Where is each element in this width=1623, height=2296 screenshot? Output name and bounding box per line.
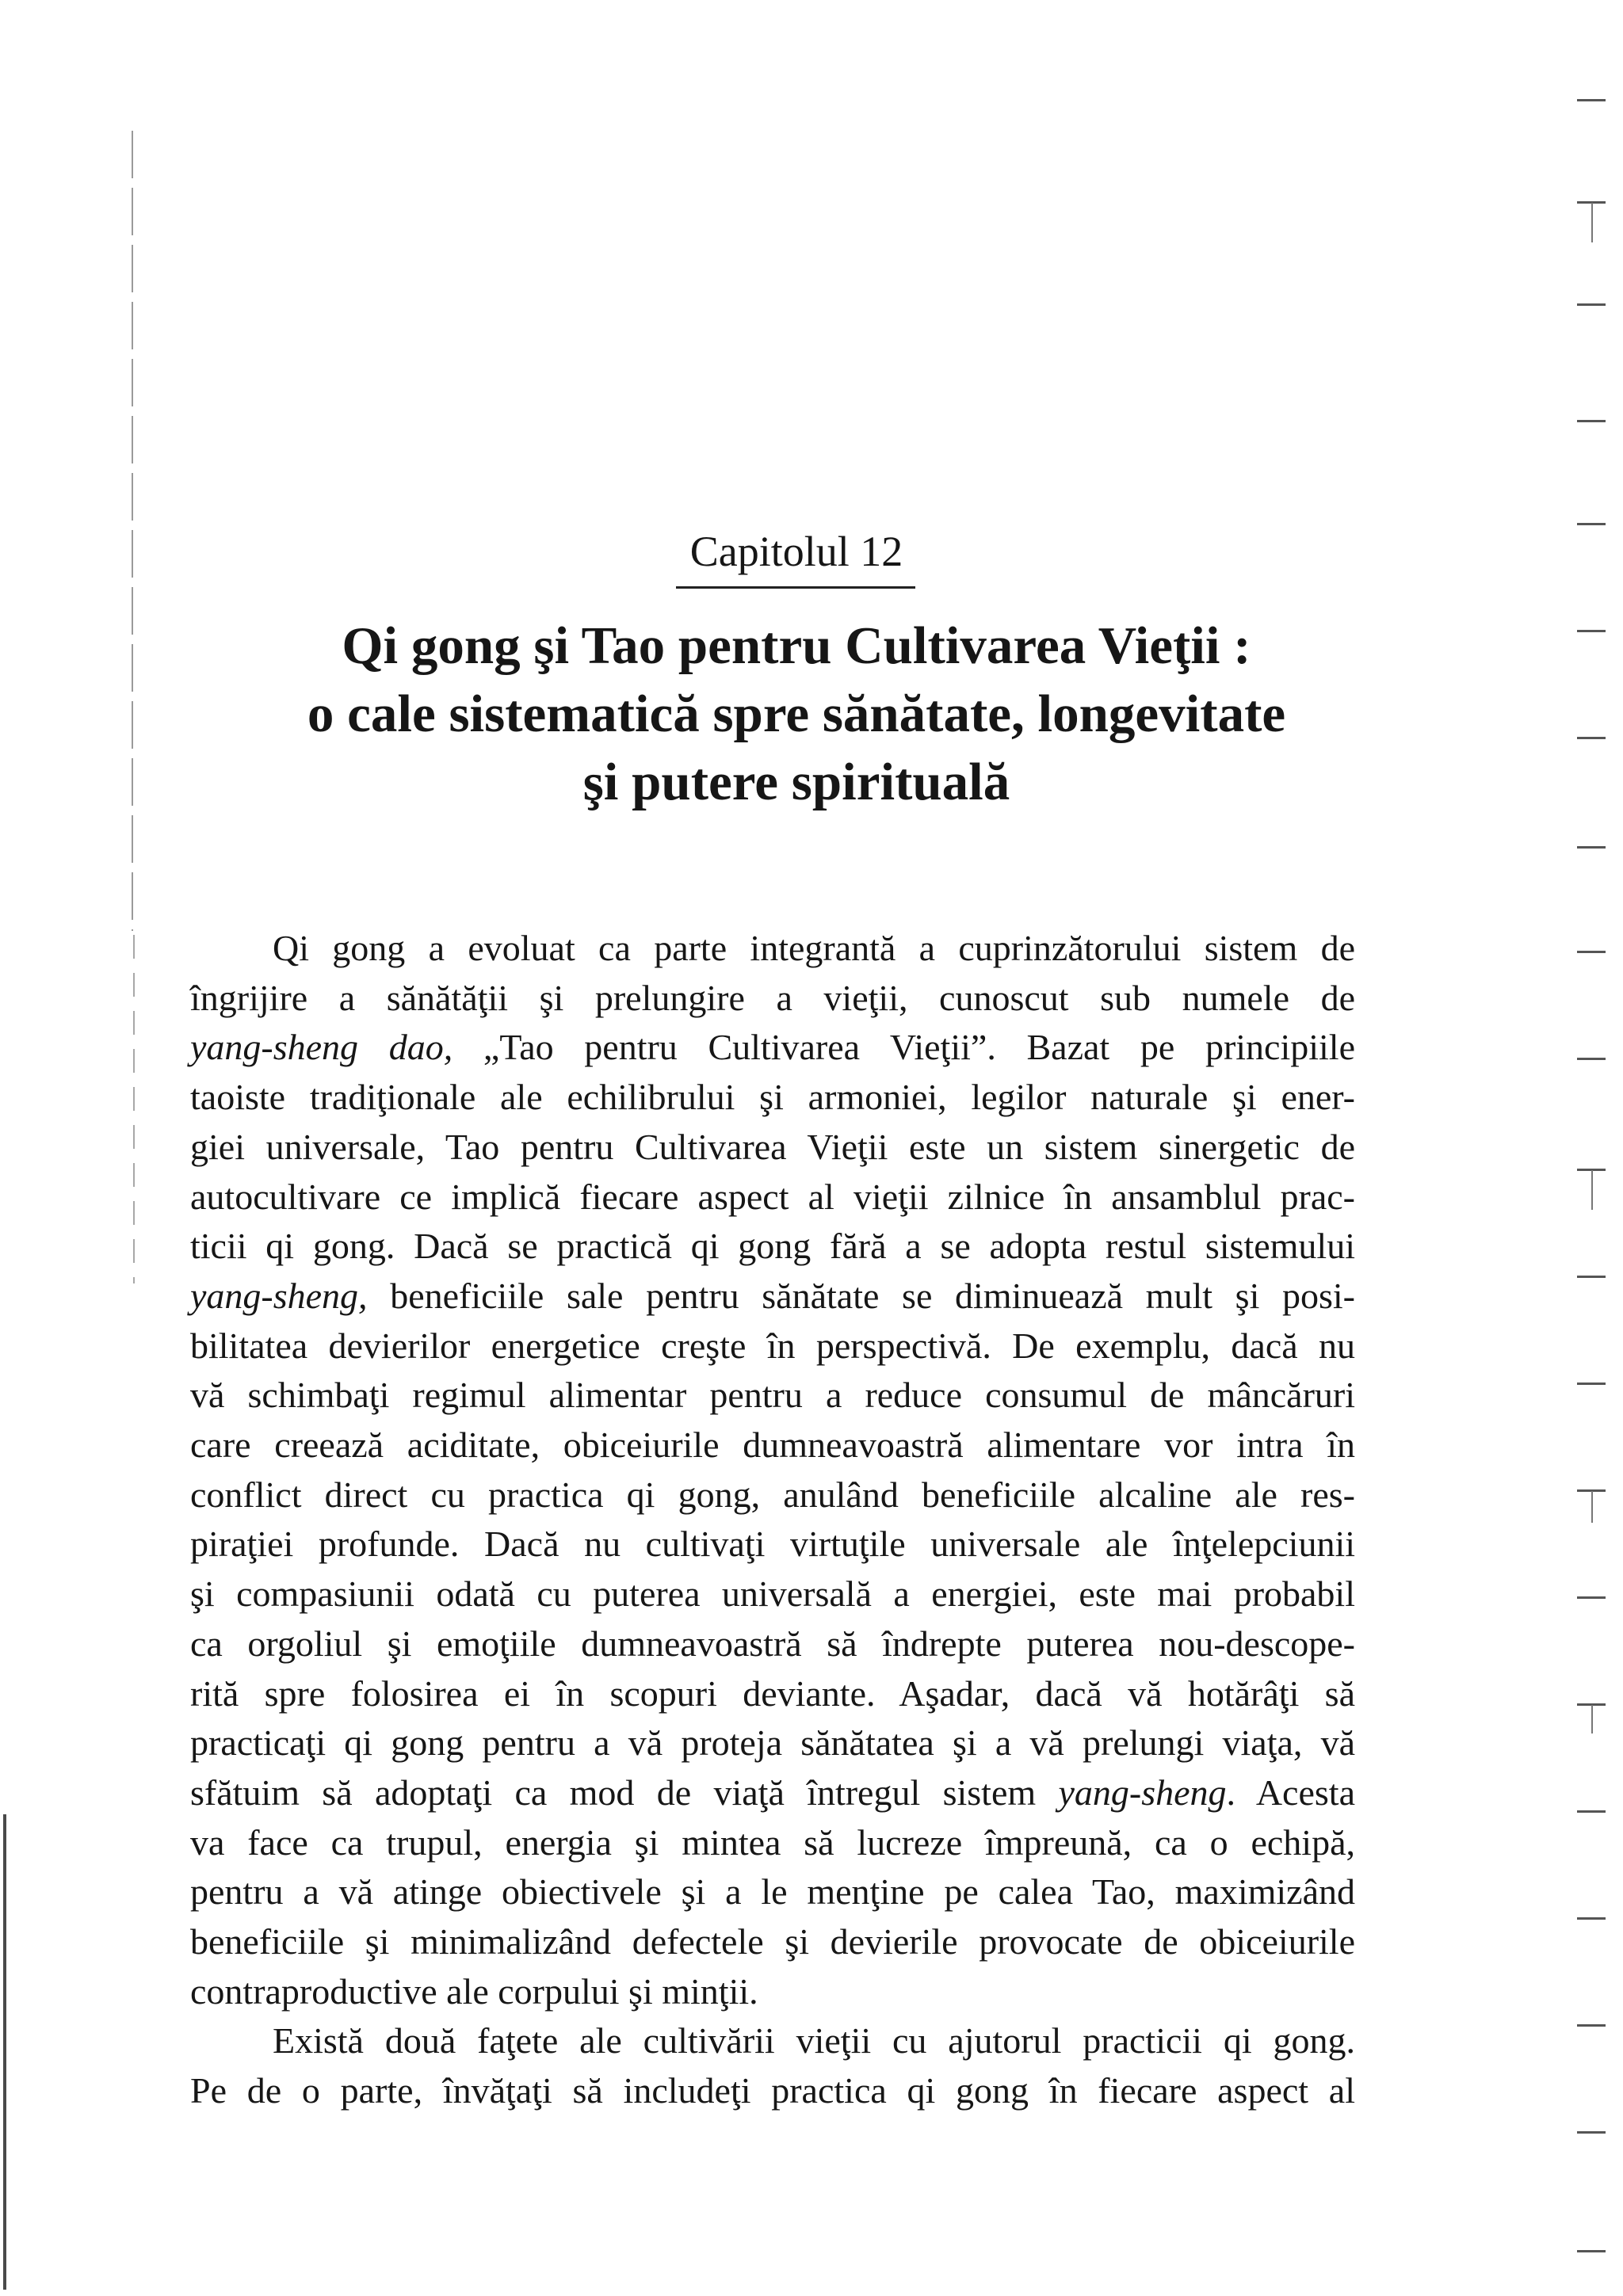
text-line: giei universale, Tao pentru Cultivarea Vieţii este un sistem sinergetic de [190, 1126, 1355, 1167]
margin-tick [1577, 2024, 1606, 2027]
title-line: o cale sistematică spre sănătate, longevitate [307, 685, 1286, 743]
text-line: practicaţi qi gong pentru a vă proteja sănătatea şi a vă prelungi viaţa, vă [190, 1722, 1355, 1764]
margin-tick [1577, 951, 1606, 953]
margin-tick [1577, 99, 1606, 101]
body-text [190, 924, 1355, 2116]
margin-tick [1591, 1705, 1593, 1733]
italic-term: yang-sheng [1058, 1772, 1227, 1813]
title-line: Qi gong şi Tao pentru Cultivarea Vieţii : [342, 616, 1251, 675]
text-line: îngrijire a sănătăţii şi prelungire a vieţii, cunoscut sub numele de [190, 977, 1355, 1018]
margin-tick [1577, 737, 1606, 739]
text-line: Qi gong a evoluat ca parte integrantă a cuprinzătorului sistem de [273, 928, 1355, 968]
text-span: sfătuim să adoptaţi ca mod de viaţă întregul sistem [190, 1772, 1059, 1813]
margin-tick [1591, 203, 1593, 242]
margin-tick [1577, 1810, 1606, 1813]
margin-tick [1577, 846, 1606, 849]
text-line: piraţiei profunde. Dacă nu cultivaţi virtuţile universale ale înţelepciunii [190, 1524, 1355, 1565]
text-line: beneficiile şi minimalizând defectele şi devierile provocate de obiceiurile [190, 1921, 1355, 1962]
text-line: contraproductive ale corpului şi minţii. [190, 1970, 758, 2012]
chapter-title [222, 612, 1371, 816]
margin-tick [1577, 1276, 1606, 1278]
text-line: Pe de o parte, învăţaţi să includeţi practica qi gong în fiecare aspect al [190, 2070, 1355, 2111]
binding-shadow-line-lower [133, 935, 135, 1283]
title-line: şi putere spirituală [582, 753, 1010, 811]
margin-tick [1577, 1383, 1606, 1385]
text-line: taoiste tradiţionale ale echilibrului şi armoniei, legilor naturale şi ener- [190, 1077, 1355, 1118]
page-edge-shadow [3, 1814, 6, 2290]
chapter-underline [676, 586, 915, 589]
text-line: care creează aciditate, obiceiurile dumneavoastră alimentare vor intra în [190, 1425, 1355, 1466]
text-line: va face ca trupul, energia şi mintea să lucreze împreună, ca o echipă, [190, 1821, 1355, 1863]
text-span: „Tao pentru Cultivarea Vieţii”. Bazat pe principiile [453, 1027, 1356, 1068]
text-line: Există două faţete ale cultivării vieţii cu ajutorul practicii qi gong. [273, 2020, 1355, 2061]
italic-term: yang-sheng, [190, 1275, 368, 1316]
margin-tick [1577, 2250, 1606, 2252]
margin-tick [1577, 420, 1606, 422]
text-line: ticii qi gong. Dacă se practică qi gong fără a se adopta restul sistemului [190, 1226, 1355, 1267]
margin-tick [1577, 1917, 1606, 1920]
text-line [190, 1272, 1355, 1322]
text-line: ca orgoliul şi emoţiile dumneavoastră să îndrepte puterea nou-descope- [190, 1623, 1355, 1664]
text-line: şi compasiunii odată cu puterea universală a energiei, este mai probabil [190, 1573, 1355, 1615]
text-line: rită spre folosirea ei în scopuri deviante. Aşadar, dacă vă hotărâţi să [190, 1672, 1355, 1714]
text-span: beneficiile sale pentru sănătate se diminuează mult şi posi- [367, 1275, 1355, 1316]
text-line: autocultivare ce implică fiecare aspect al vieţii zilnice în ansamblul prac- [190, 1176, 1355, 1217]
text-span: . Acesta [1226, 1772, 1355, 1813]
text-line: bilitatea devierilor energetice creşte în perspectivă. De exemplu, dacă nu [190, 1325, 1355, 1366]
chapter-number: Capitolul 12 [689, 528, 903, 575]
margin-tick [1577, 1596, 1606, 1599]
italic-term: yang-sheng dao, [190, 1027, 453, 1068]
binding-shadow-line [132, 131, 133, 931]
text-line: pentru a vă atinge obiectivele şi a le menţine pe calea Tao, maximizând [190, 1871, 1355, 1913]
text-line: conflict direct cu practica qi gong, anulând beneficiile alcaline ale res- [190, 1474, 1355, 1515]
margin-tick [1577, 303, 1606, 306]
text-line: vă schimbaţi regimul alimentar pentru a reduce consumul de mâncăruri [190, 1375, 1355, 1416]
margin-tick [1577, 1058, 1606, 1060]
margin-tick [1591, 1170, 1593, 1210]
margin-tick [1591, 1491, 1593, 1523]
margin-tick [1577, 2131, 1606, 2134]
margin-tick [1577, 630, 1606, 632]
text-line [190, 1768, 1355, 1818]
text-line [190, 1023, 1355, 1073]
margin-tick [1577, 523, 1606, 525]
